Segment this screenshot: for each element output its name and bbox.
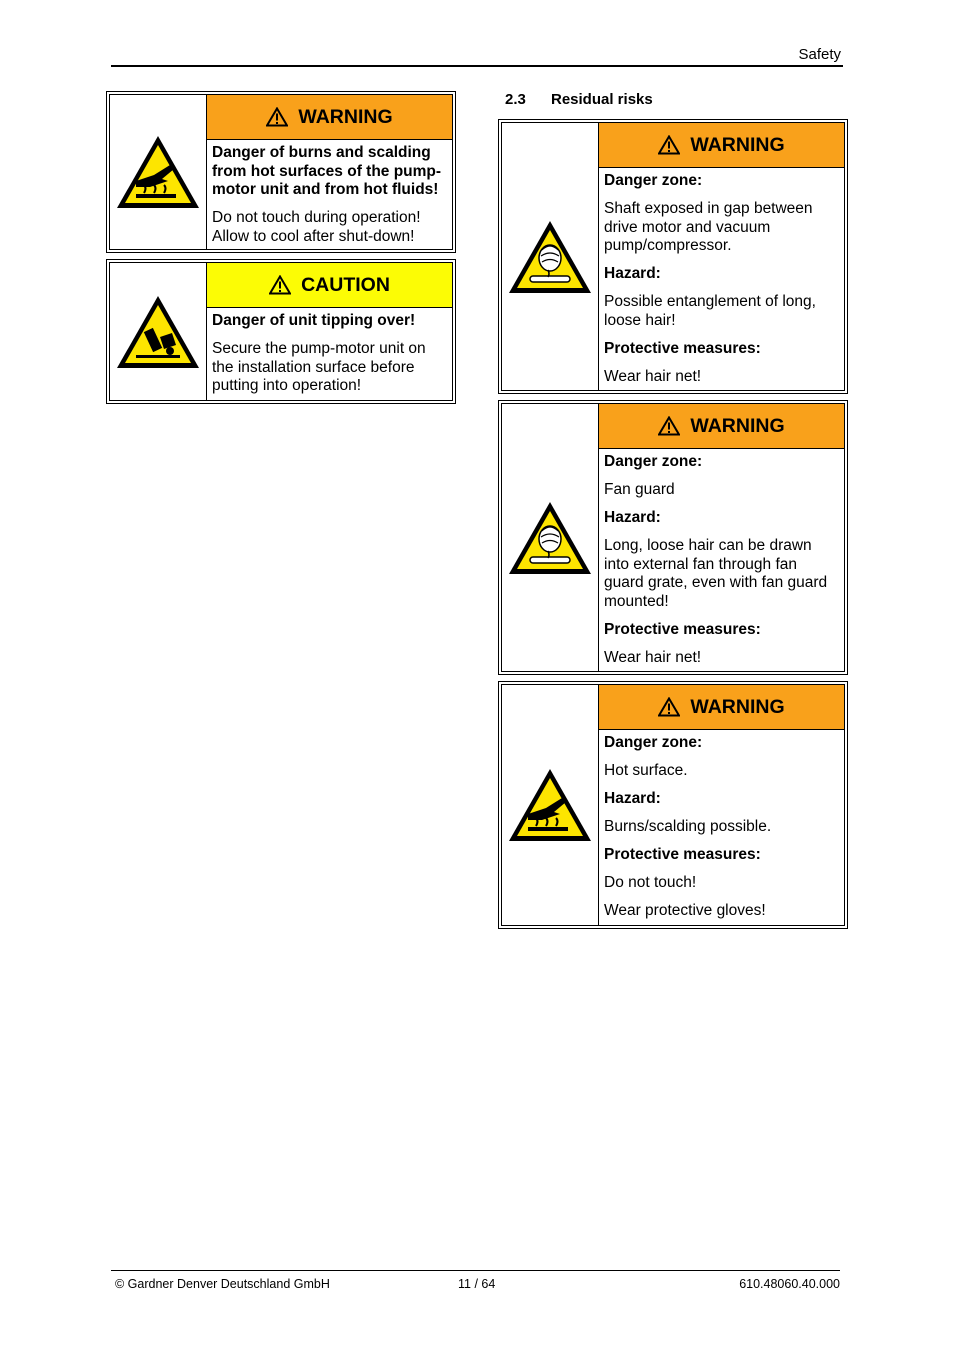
hot-surface-icon (114, 133, 202, 211)
footer-copyright: © Gardner Denver Deutschland GmbH (115, 1277, 330, 1291)
warning-triangle-icon (269, 275, 291, 295)
measure-item: Wear protective gloves! (604, 902, 766, 919)
warning-box-hot-surface-residual (498, 681, 848, 929)
hair-entanglement-sign (502, 404, 599, 671)
signal-word: CAUTION (301, 273, 390, 296)
hazard-statement: Danger of unit tipping over! (212, 312, 416, 329)
hair-entanglement-icon (506, 218, 594, 296)
hazard-label: Hazard: (604, 265, 661, 282)
caution-box-tipping (106, 259, 456, 404)
warning-box-shaft-gap (498, 119, 848, 394)
signal-word: WARNING (690, 414, 785, 437)
section-title: Safety (798, 46, 841, 63)
warning-triangle-icon (658, 697, 680, 717)
warning-box-fan-guard (498, 400, 848, 675)
hazard-text: Burns/scalding possible. (604, 818, 772, 835)
measures-label: Protective measures: (604, 846, 761, 863)
tipping-over-icon (114, 293, 202, 371)
measure-item: Do not touch! (604, 874, 697, 891)
hazard-instruction: Do not touch during operation! Allow to cool after shut-down! (212, 209, 421, 245)
warning-signal-bar (207, 95, 452, 140)
danger-zone-label: Danger zone: (604, 734, 703, 751)
warning-signal-bar (599, 123, 844, 168)
measures-label: Protective measures: (604, 339, 761, 357)
signal-word: WARNING (298, 105, 393, 128)
section-heading (505, 91, 653, 108)
hazard-label: Hazard: (604, 509, 661, 526)
page-header (111, 44, 843, 67)
hazard-instruction: Secure the pump-motor unit on the installation surface before putting into operation! (212, 340, 426, 394)
hair-entanglement-icon (506, 499, 594, 577)
warning-signal-bar (599, 404, 844, 449)
section-number: 2.3 (505, 91, 526, 108)
danger-zone-label: Danger zone: (604, 172, 703, 189)
warning-signal-bar (599, 685, 844, 730)
signal-word: WARNING (690, 133, 785, 156)
danger-zone-text: Fan guard (604, 481, 675, 498)
caution-signal-bar (207, 263, 452, 308)
hot-surface-sign (502, 685, 599, 925)
hair-entanglement-sign (502, 123, 599, 390)
hazard-statement: Danger of burns and scalding from hot surfaces of the pump-motor unit and from hot fluids! (212, 144, 442, 198)
warning-triangle-icon (658, 135, 680, 155)
hot-surface-sign (110, 95, 207, 249)
hazard-text: Possible entanglement of long, loose hair! (604, 293, 816, 329)
measures-label: Protective measures: (604, 620, 761, 638)
measure-item: Wear hair net! (604, 367, 702, 385)
danger-zone-text: Hot surface. (604, 762, 688, 779)
hot-surface-icon (506, 766, 594, 844)
page-footer (111, 1270, 840, 1293)
warning-triangle-icon (658, 416, 680, 436)
warning-triangle-icon (266, 107, 288, 127)
danger-zone-text: Shaft exposed in gap between drive motor and vacuum pump/compressor. (604, 200, 813, 254)
section-heading-title: Residual risks (551, 91, 653, 108)
danger-zone-label: Danger zone: (604, 453, 703, 470)
hazard-text: Long, loose hair can be drawn into external fan through fan guard grate, even with fan guard mounted! (604, 537, 828, 610)
signal-word: WARNING (690, 695, 785, 718)
hazard-label: Hazard: (604, 790, 661, 807)
warning-box-hot-surface (106, 91, 456, 253)
footer-page-number: 11 / 64 (458, 1277, 496, 1291)
tipping-sign (110, 263, 207, 400)
measure-item: Wear hair net! (604, 648, 702, 666)
footer-document-number: 610.48060.40.000 (739, 1277, 840, 1291)
